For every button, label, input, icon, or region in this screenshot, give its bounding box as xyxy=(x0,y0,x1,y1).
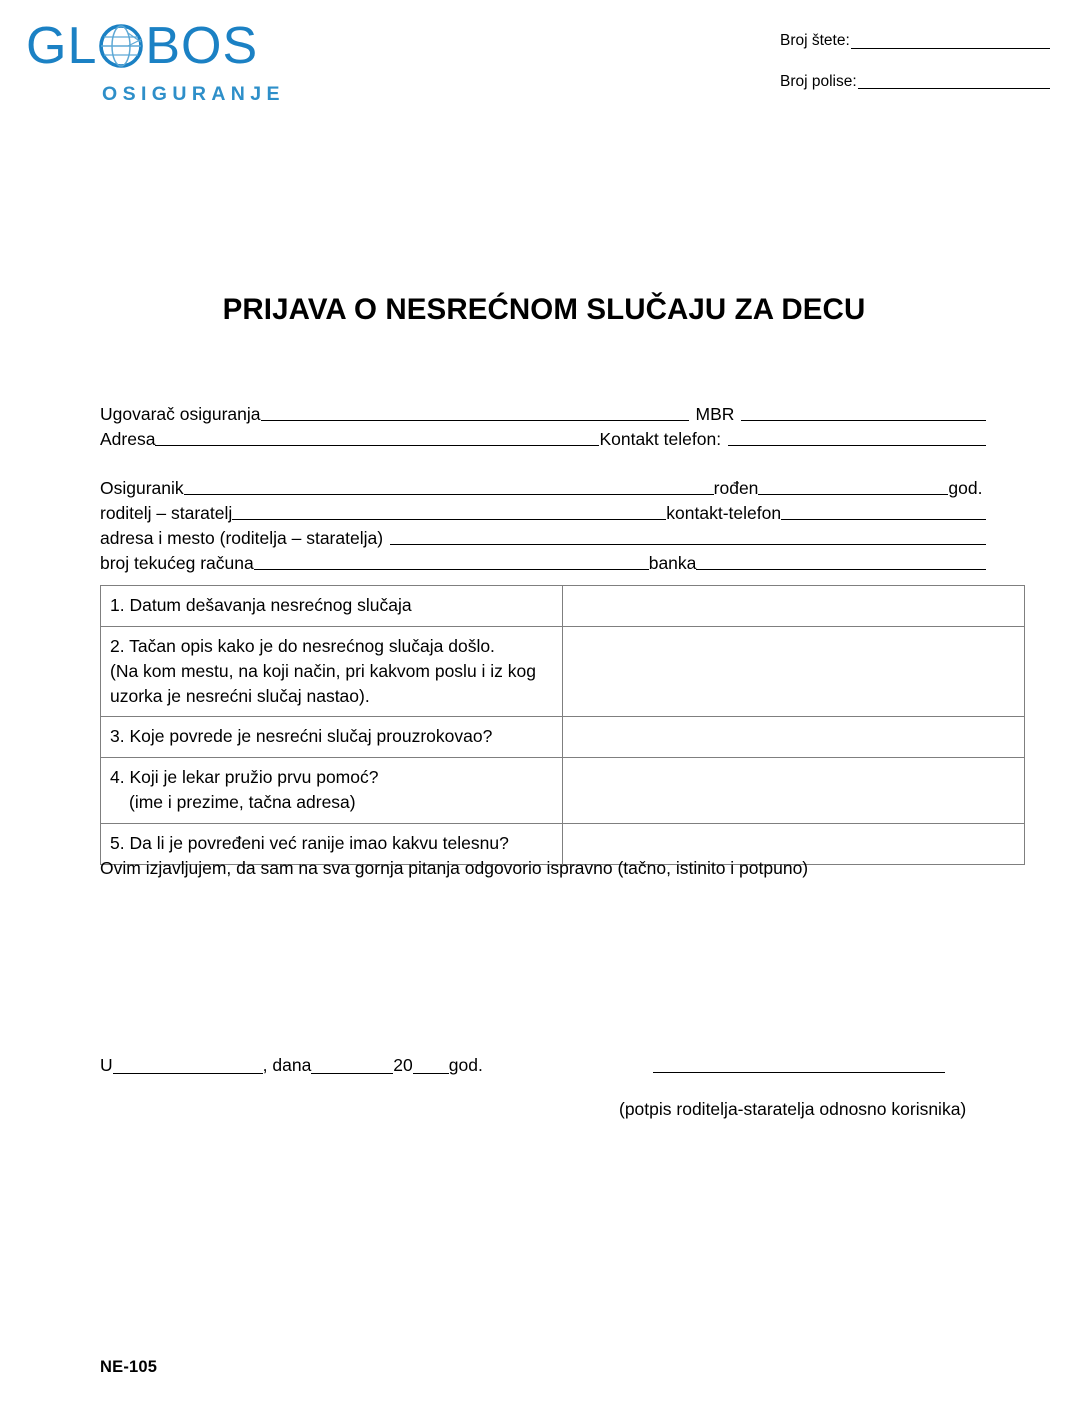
claim-number-input[interactable] xyxy=(851,35,1050,49)
policy-number-label: Broj polise: xyxy=(780,72,857,90)
parent-input[interactable] xyxy=(232,505,666,520)
policyholder-row xyxy=(100,398,986,423)
reference-numbers xyxy=(780,32,1050,113)
address-label: Adresa xyxy=(100,428,156,449)
question-text-line1: 5. Da li je povređeni već ranije imao kakvu telesnu? xyxy=(110,832,509,853)
question-text-line2: (Na kom mestu, na koji način, pri kakvom poslu i iz kog xyxy=(110,660,536,681)
bank-input[interactable] xyxy=(696,555,986,570)
question-text-line3: uzorka je nesrećni slučaj nastao). xyxy=(110,685,370,706)
born-input[interactable] xyxy=(758,480,948,495)
parent-address-label: adresa i mesto (roditelja – staratelja) xyxy=(100,527,384,548)
account-label: broj tekućeg računa xyxy=(100,552,254,573)
policy-number-row xyxy=(780,73,1050,92)
logo-text-part-a: GL xyxy=(26,17,98,75)
born-label: rođen xyxy=(713,477,759,498)
contact-phone-label: Kontakt telefon: xyxy=(599,428,722,449)
year-suffix-label: god. xyxy=(448,1055,483,1075)
parent-label: roditelj – staratelj xyxy=(100,502,233,523)
answer-cell-3[interactable] xyxy=(563,717,1025,758)
question-cell-4 xyxy=(101,758,563,824)
insured-input[interactable] xyxy=(184,480,714,495)
parent-phone-input[interactable] xyxy=(781,505,986,520)
day-input[interactable] xyxy=(311,1059,393,1074)
question-text-line1: 3. Koje povrede je nesrećni slučaj prouzrokovao? xyxy=(110,726,493,747)
logo-text-part-b: BOS xyxy=(145,17,259,75)
declaration-text: Ovim izjavljujem, da sam na sva gornja pitanja odgovorio ispravno (tačno, istinito i potpuno) xyxy=(100,858,809,878)
table-row xyxy=(101,626,1025,717)
year-input[interactable] xyxy=(413,1059,449,1074)
globe-icon xyxy=(98,23,144,69)
question-cell-3 xyxy=(101,717,563,758)
contact-phone-input[interactable] xyxy=(728,431,986,446)
question-text-line1: 2. Tačan opis kako je do nesrećnog slučaja došlo. xyxy=(110,635,495,656)
table-row xyxy=(101,717,1025,758)
logo-wordmark xyxy=(26,18,356,74)
address-input[interactable] xyxy=(155,431,599,446)
answer-cell-2[interactable] xyxy=(563,626,1025,717)
field-spacer xyxy=(100,448,986,472)
parent-address-row xyxy=(100,522,986,547)
policyholder-input[interactable] xyxy=(261,406,689,421)
bank-label: banka xyxy=(648,552,697,573)
mbr-label: MBR xyxy=(695,403,735,424)
logo-subtitle: OSIGURANJE xyxy=(102,83,285,105)
parent-address-input[interactable] xyxy=(390,530,986,545)
company-logo xyxy=(26,18,356,106)
signature-input[interactable] xyxy=(653,1072,945,1073)
form-code: NE-105 xyxy=(100,1358,158,1376)
question-cell-1 xyxy=(101,586,563,627)
page-title: PRIJAVA O NESREĆNOM SLUČAJU ZA DECU xyxy=(222,293,866,326)
place-and-date-row xyxy=(100,1052,483,1076)
table-row xyxy=(101,758,1025,824)
born-year-suffix: god. xyxy=(948,477,983,498)
question-text-line1: 4. Koji je lekar pružio prvu pomoć? xyxy=(110,767,379,788)
question-text-line2: (ime i prezime, tačna adresa) xyxy=(129,792,356,813)
date-prefix-label: , dana xyxy=(262,1055,312,1075)
question-text-line1: 1. Datum dešavanja nesrećnog slučaja xyxy=(110,595,412,615)
mbr-input[interactable] xyxy=(741,406,986,421)
insured-row xyxy=(100,472,986,497)
place-prefix-label: U xyxy=(100,1055,113,1075)
answer-cell-1[interactable] xyxy=(563,586,1025,627)
policy-number-input[interactable] xyxy=(858,75,1050,89)
table-row xyxy=(101,586,1025,627)
claim-number-row xyxy=(780,32,1050,51)
account-input[interactable] xyxy=(254,555,649,570)
signature-caption: (potpis roditelja-staratelja odnosno korisnika) xyxy=(619,1099,967,1119)
answer-cell-4[interactable] xyxy=(563,758,1025,824)
policyholder-label: Ugovarač osiguranja xyxy=(100,403,261,424)
parent-phone-label: kontakt-telefon xyxy=(666,502,782,523)
parent-row xyxy=(100,497,986,522)
insured-label: Osiguranik xyxy=(100,477,184,498)
questions-table xyxy=(100,585,1025,865)
address-row xyxy=(100,423,986,448)
form-fields xyxy=(100,398,986,572)
century-label: 20 xyxy=(393,1055,413,1075)
question-cell-2 xyxy=(101,626,563,717)
account-row xyxy=(100,547,986,572)
claim-number-label: Broj štete: xyxy=(780,32,850,49)
place-input[interactable] xyxy=(113,1059,263,1074)
